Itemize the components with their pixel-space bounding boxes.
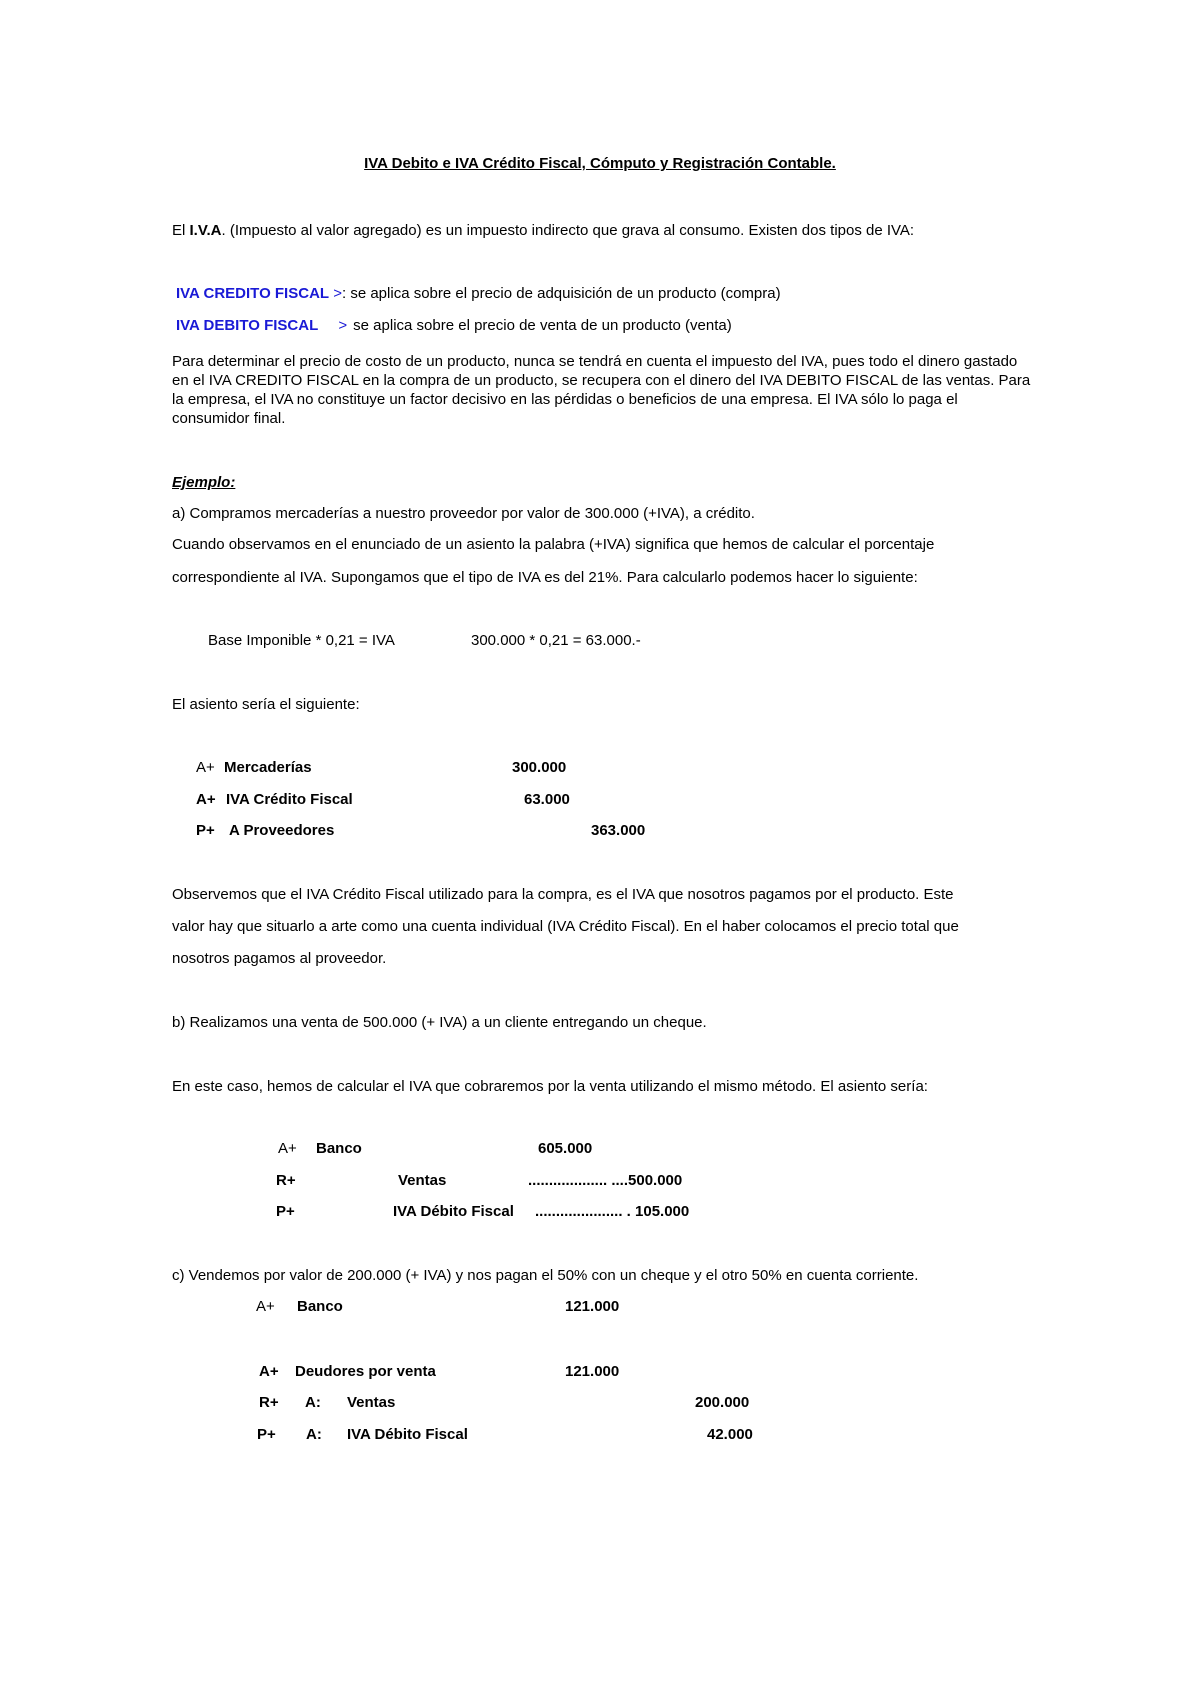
entry-a-sign-1: A+ [196, 759, 215, 776]
entry-b-sign-1: A+ [278, 1140, 297, 1157]
entry-c-account-1: Banco [297, 1298, 343, 1315]
example-a-line2: Cuando observamos en el enunciado de un asiento la palabra (+IVA) significa que hemos de calcular el porcentaje [172, 536, 935, 553]
entry-a-amount-3: 363.000 [591, 822, 646, 839]
entry-a-account-3: A Proveedores [229, 822, 335, 839]
intro-post: . (Impuesto al valor agregado) es un impuesto indirecto que grava al consumo. Existen dos tipos de IVA: [221, 222, 915, 239]
entry-a-account-2: IVA Crédito Fiscal [226, 791, 353, 808]
entry-b-account-3: IVA Débito Fiscal [393, 1203, 514, 1220]
intro-bold: I.V.A [189, 222, 222, 239]
observation-line1: Observemos que el IVA Crédito Fiscal utilizado para la compra, es el IVA que nosotros pagamos por el producto. Este [172, 886, 954, 903]
example-heading: Ejemplo: [172, 474, 236, 491]
intro-paragraph [172, 222, 914, 239]
iva-debito-text: se aplica sobre el precio de venta de un producto (venta) [353, 317, 732, 334]
intro-pre: El [172, 222, 190, 239]
example-c-line1: c) Vendemos por valor de 200.000 (+ IVA) y nos pagan el 50% con un cheque y el otro 50% en cuenta corriente. [172, 1267, 919, 1284]
calc-text: 300.000 * 0,21 = 63.000.- [471, 632, 641, 649]
entry-c-amount-4: 42.000 [707, 1426, 753, 1443]
entry-b-sign-2: R+ [276, 1172, 296, 1189]
entry-a-amount-1: 300.000 [512, 759, 567, 776]
entry-a-sign-2: A+ [196, 791, 216, 808]
iva-debito-line [176, 317, 732, 334]
entry-c-sign-3: R+ [259, 1394, 279, 1411]
formula-text: Base Imponible * 0,21 = IVA [208, 632, 395, 649]
explanation-paragraph: Para determinar el precio de costo de un producto, nunca se tendrá en cuenta el impuesto del IVA, pues todo el dinero gastado en el IVA CREDITO FISCAL en la compra de un producto, se recupera con el dinero del IVA DEBITO FISCAL de las ventas. Para la empresa, el IVA no constituye un factor decisivo en las pérdidas o beneficios de una empresa. El IVA sólo lo paga el consumidor final. [172, 353, 1031, 427]
iva-debito-label: IVA DEBITO FISCAL [176, 317, 319, 334]
document-title: IVA Debito e IVA Crédito Fiscal, Cómputo y Registración Contable. [364, 155, 836, 172]
entry-b-sign-3: P+ [276, 1203, 295, 1220]
entry-c-account-3: Ventas [347, 1394, 396, 1411]
entry-b-amount-2: ................... ....500.000 [528, 1172, 683, 1189]
entry-c-account-4: IVA Débito Fiscal [347, 1426, 468, 1443]
iva-debito-arrow: > [338, 317, 348, 334]
entry-c-amount-2: 121.000 [565, 1363, 620, 1380]
example-a-line3: correspondiente al IVA. Supongamos que el tipo de IVA es del 21%. Para calcularlo podemos hacer lo siguiente: [172, 569, 918, 586]
example-b-line2: En este caso, hemos de calcular el IVA que cobraremos por la venta utilizando el mismo método. El asiento sería: [172, 1078, 928, 1095]
entry-c-account-2: Deudores por venta [295, 1363, 436, 1380]
entry-b-account-1: Banco [316, 1140, 362, 1157]
entry-c-prefix-3: A: [305, 1394, 321, 1411]
entry-c-amount-1: 121.000 [565, 1298, 620, 1315]
asiento-intro: El asiento sería el siguiente: [172, 696, 360, 713]
entry-b-account-2: Ventas [398, 1172, 447, 1189]
entry-c-prefix-4: A: [306, 1426, 322, 1443]
entry-c-sign-1: A+ [256, 1298, 275, 1315]
iva-credito-label: IVA CREDITO FISCAL [176, 285, 330, 302]
iva-credito-line [176, 285, 781, 302]
entry-c-sign-2: A+ [259, 1363, 279, 1380]
example-a-line1: a) Compramos mercaderías a nuestro proveedor por valor de 300.000 (+IVA), a crédito. [172, 505, 755, 522]
entry-b-amount-1: 605.000 [538, 1140, 593, 1157]
entry-a-sign-3: P+ [196, 822, 215, 839]
iva-credito-arrow: > [333, 285, 342, 302]
iva-credito-text: : se aplica sobre el precio de adquisición de un producto (compra) [342, 285, 781, 302]
observation-line2: valor hay que situarlo a arte como una cuenta individual (IVA Crédito Fiscal). En el haber colocamos el precio total que [172, 918, 959, 935]
entry-a-account-1: Mercaderías [224, 759, 312, 776]
entry-a-amount-2: 63.000 [524, 791, 570, 808]
entry-b-amount-3: ..................... . 105.000 [535, 1203, 690, 1220]
entry-c-amount-3: 200.000 [695, 1394, 750, 1411]
example-b-line1: b) Realizamos una venta de 500.000 (+ IVA) a un cliente entregando un cheque. [172, 1014, 707, 1031]
entry-c-sign-4: P+ [257, 1426, 276, 1443]
observation-line3: nosotros pagamos al proveedor. [172, 950, 387, 967]
